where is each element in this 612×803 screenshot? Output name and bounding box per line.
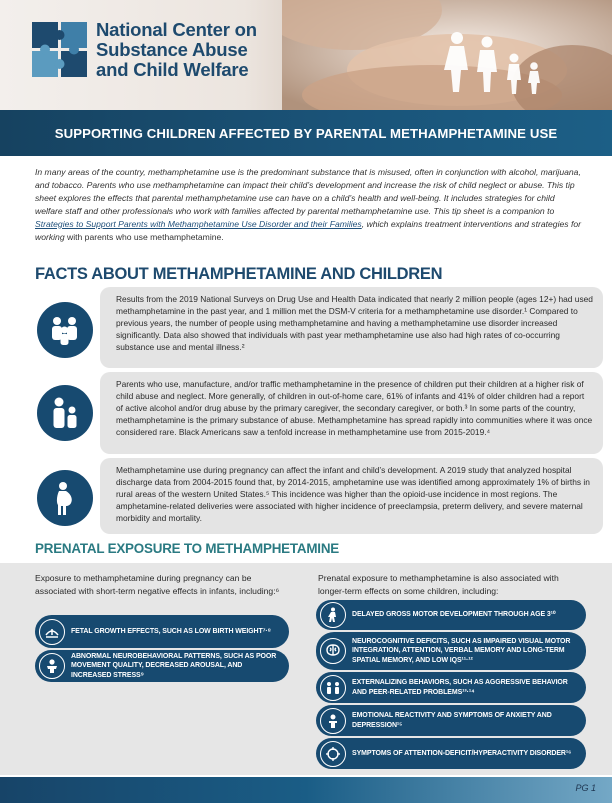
fact-text-2: Parents who use, manufacture, and/or traffic methamphetamine in the presence of children put their children at a higher risk of child abuse and neglect. More generally, of children in out-of-home care, 61% of infants and 41% of older children had a report of active alcohol and/or drug abuse by the primary caregiver, the secondary caregiver, or both.³ In some parts of the country, methamphetamine is the primary substance of abuse. Methamphetamine has spread rapidly into communities where it was once considered rare. Black Americans saw a tenfold increase in methamphetamine use from 2015-2019.⁴ bbox=[116, 379, 593, 437]
org-name-line1: National Center on bbox=[96, 19, 257, 40]
companion-tip-sheet-link[interactable]: Strategies to Support Parents with Methamphetamine Use Disorder and their Families bbox=[35, 218, 362, 229]
emotional-child-icon bbox=[320, 708, 346, 734]
page-number: PG 1 bbox=[575, 783, 596, 793]
puzzle-logo-icon bbox=[30, 20, 90, 80]
prenatal-left-intro: Exposure to methamphetamine during pregnancy can be associated with short-term negative effects in infants, including:⁶ bbox=[35, 573, 280, 596]
brain-icon bbox=[320, 638, 346, 664]
family-hands-photo bbox=[282, 0, 612, 110]
right-effect-text-2: NEUROCOGNITIVE DEFICITS, SUCH AS IMPAIRED VISUAL MOTOR INTEGRATION, ATTENTION, VERBAL MEMORY AND LONG-TERM SPATIAL MEMORY, AND LOW IQS¹¹·¹² bbox=[352, 638, 571, 664]
left-effect-text-1: FETAL GROWTH EFFECTS, SUCH AS LOW BIRTH WEIGHT⁷·⁸ bbox=[71, 627, 271, 635]
page-title: SUPPORTING CHILDREN AFFECTED BY PARENTAL METHAMPHETAMINE USE bbox=[54, 125, 558, 141]
infant-icon bbox=[39, 653, 65, 679]
fact-card-1 bbox=[100, 287, 603, 368]
right-effect-item-1 bbox=[316, 600, 586, 630]
org-name-line2: Substance Abuse bbox=[96, 39, 248, 60]
right-effect-text-3: EXTERNALIZING BEHAVIORS, SUCH AS AGGRESSIVE BEHAVIOR AND PEER-RELATED PROBLEMS¹³·¹⁴ bbox=[352, 679, 568, 696]
facts-heading: FACTS ABOUT METHAMPHETAMINE AND CHILDREN bbox=[35, 265, 443, 283]
pregnant-woman-icon bbox=[37, 470, 93, 526]
org-name-line3: and Child Welfare bbox=[96, 59, 249, 80]
attention-icon bbox=[320, 741, 346, 767]
right-effect-item-5 bbox=[316, 738, 586, 769]
right-effect-item-2 bbox=[316, 632, 586, 670]
prenatal-right-intro: Prenatal exposure to methamphetamine is also associated with longer-term effects on some children, including: bbox=[318, 573, 559, 596]
title-bar bbox=[0, 110, 612, 156]
children-conflict-icon bbox=[320, 675, 346, 701]
header-banner bbox=[0, 0, 612, 110]
fact-text-1: Results from the 2019 National Surveys on Drug Use and Health Data indicated that nearly 2 million people (ages 12+) had used methamphetamine in the past year, and 1 million met the DSM-V criteria for a methamphetamine use disorder.¹ Compared to previous years, the number of people using methamphetamine and having a methamphetamine use disorder increased significantly. Data also showed that individuals with past year methamphetamine use also had high rates of co-occurring substance use and mental illness.² bbox=[116, 294, 593, 352]
right-effect-item-3 bbox=[316, 672, 586, 703]
people-group-icon bbox=[37, 302, 93, 358]
org-name bbox=[96, 20, 257, 80]
footer-bar bbox=[0, 777, 612, 803]
intro-text-tail: with parents who use methamphetamine. bbox=[67, 231, 224, 242]
intro-text: In many areas of the country, methamphetamine use is the predominant substance that is misused, often in conjunction with alcohol, marijuana, and tobacco. Parents who use methamphetamine can impact their child’s development and increase the risk of child neglect or abuse. This tip sheet explores the effects that parental methamphetamine use can have on a child’s health and well-being. It includes strategies for child welfare staff and other professionals who work with families affected by parental methamphetamine use. This tip sheet is a companion to bbox=[35, 167, 581, 216]
left-effect-item-2 bbox=[35, 650, 289, 682]
left-effect-item-1 bbox=[35, 615, 289, 648]
intro-paragraph bbox=[35, 166, 583, 243]
fact-text-3: Methamphetamine use during pregnancy can affect the infant and child’s development. A 2019 study that analyzed hospital discharge data from 2004-2015 found that, by 2014-2015, amphetamine use was identified among approximately 1% of births in rural areas of the western United States.⁵ This incidence was higher than the opioid-use incidence in most regions. The amphetamine-related deliveries were associated with higher incidence of preeclampsia, preterm delivery, and severe maternal morbidity and mortality. bbox=[116, 465, 590, 523]
left-effect-text-2: ABNORMAL NEUROBEHAVIORAL PATTERNS, SUCH AS POOR MOVEMENT QUALITY, DECREASED AROUSAL, AND INCREASED STRESS⁹ bbox=[71, 653, 277, 679]
right-effect-text-5: SYMPTOMS OF ATTENTION-DEFICIT/HYPERACTIVITY DISORDER¹⁶ bbox=[352, 749, 572, 757]
fact-card-3 bbox=[100, 458, 603, 534]
fact-card-2 bbox=[100, 372, 603, 454]
intro-text-after-link: , which explains treatment interventions and strategies for working bbox=[35, 218, 581, 242]
right-effect-item-4 bbox=[316, 705, 586, 736]
walking-child-icon bbox=[320, 602, 346, 628]
baby-scale-icon bbox=[39, 619, 65, 645]
parent-child-icon bbox=[37, 385, 93, 441]
right-effect-text-1: DELAYED GROSS MOTOR DEVELOPMENT THROUGH AGE 3¹⁰ bbox=[352, 611, 556, 619]
prenatal-heading: PRENATAL EXPOSURE TO METHAMPHETAMINE bbox=[35, 541, 340, 556]
org-logo[interactable] bbox=[30, 20, 257, 80]
right-effect-text-4: EMOTIONAL REACTIVITY AND SYMPTOMS OF ANXIETY AND DEPRESSION¹⁵ bbox=[352, 712, 552, 729]
